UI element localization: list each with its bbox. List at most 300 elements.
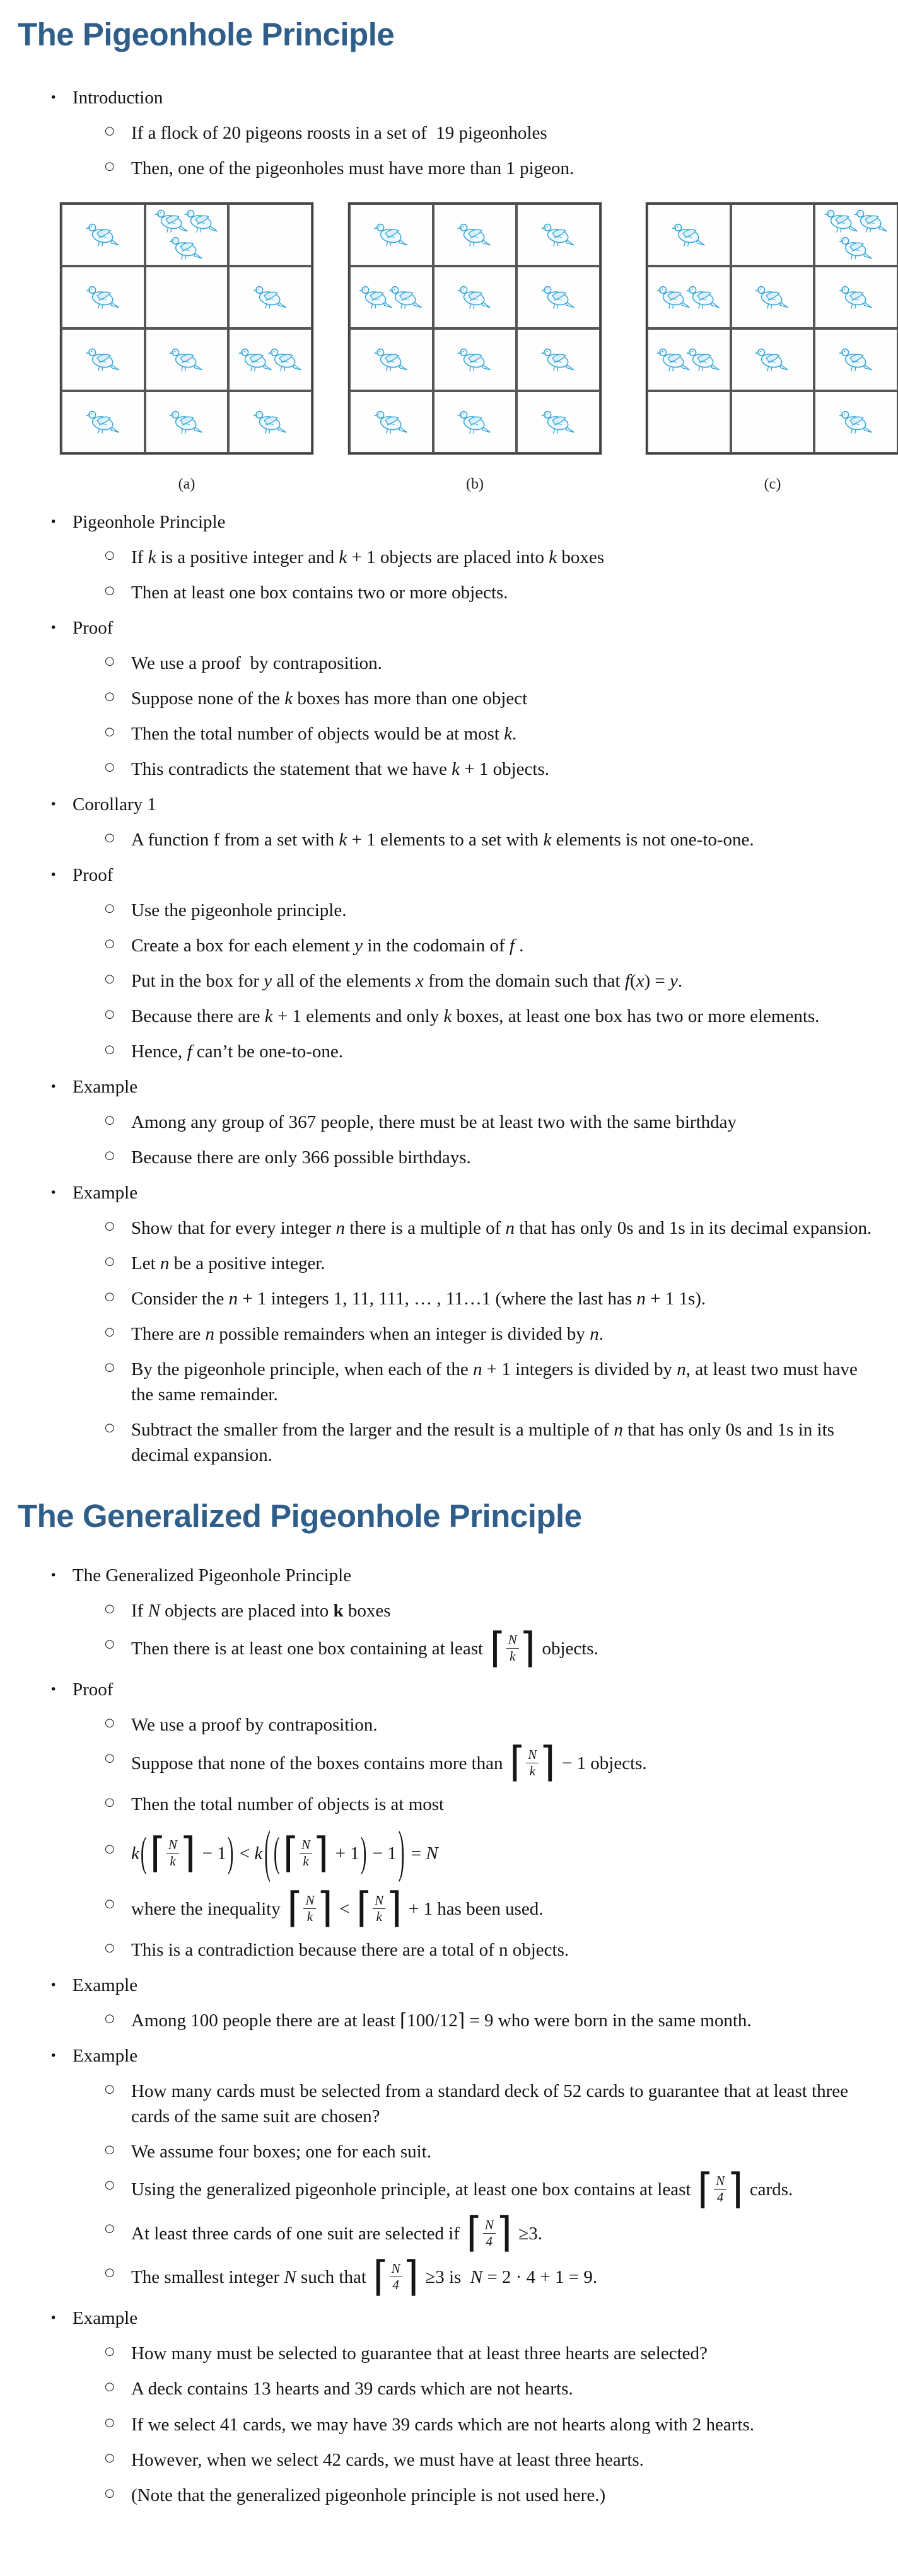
grid-cell [349,266,433,328]
bullet-item-level1 [50,85,887,110]
bullet-item-level2 [105,1004,887,1029]
pigeon-icon [854,207,889,235]
math-var: k [339,547,347,567]
bullet-label: Proof [73,1680,114,1700]
math-var: k [339,829,347,850]
pigeon-icon [169,346,204,373]
bullet-text: Then the total number of objects is at most [131,1794,445,1814]
bullet-label: Proof [73,617,114,638]
bullet-circle-icon: ○ [105,2011,115,2025]
bullet-circle-icon: ○ [105,1290,115,1304]
bullet-dot-icon: • [50,2311,57,2326]
math-var: n [614,1420,623,1441]
bullet-item-level2 [105,1738,887,1787]
bullet-item-level2 [105,2252,887,2300]
bullet-text: A function f from a set with k + 1 elements to a set with k elements is not one-to-one. [131,829,754,850]
bullet-circle-icon: ○ [105,2082,115,2096]
bullet-dot-icon: • [50,620,57,635]
bullet-circle-icon: ○ [105,1148,115,1162]
pigeon-icon [541,221,576,248]
bullet-text: Because there are k + 1 elements and only k boxes, at least one box has two or more elements. [131,1006,820,1026]
bullet-text: Subtract the smaller from the larger and the result is a multiple of n that has only 0s and 1s in its decimal expansion. [131,1420,834,1466]
bullet-dot-icon: • [50,2048,57,2063]
pigeon-icon [457,284,492,311]
math-var: y [264,970,272,991]
grid-cell [228,328,312,391]
pigeon-icon [86,221,120,248]
fraction-stack [506,1633,519,1663]
grid-cell [647,204,731,266]
math-var: N [426,1843,438,1864]
bullet-dot-icon: • [50,1683,57,1697]
grid-cell [433,391,517,453]
grid-cell [145,391,229,453]
fraction-denominator: k [529,1763,535,1778]
bullet-item-level2 [105,2164,887,2213]
ceiling-fraction [466,2208,513,2257]
bullet-item-level2 [105,2208,887,2257]
math-var: x [636,970,644,991]
pigeon-icon [686,346,721,373]
bullet-item-level1 [50,862,887,888]
math-var: N [284,2267,296,2288]
fraction-stack [390,2262,402,2292]
bullet-text: However, when we select 42 cards, we must have at least three hearts. [131,2449,644,2470]
ceiling-right-bracket: ⌉ [317,1884,333,1932]
bullet-circle-icon: ○ [105,2222,115,2236]
bullet-item-level2 [105,1110,887,1135]
grid-cell [349,391,433,453]
pigeon-icon [755,346,790,373]
grid-cell [61,391,145,453]
math-var: x [416,970,424,991]
fraction-stack [300,1838,312,1868]
bullet-text: This is a contradiction because there are a total of n objects. [131,1939,569,1960]
math-var: n [228,1289,238,1309]
bullet-circle-icon: ○ [105,1042,115,1056]
pigeon-icon [253,284,288,311]
pigeon-icon [541,409,576,436]
bullet-item-level2 [105,2008,887,2033]
ceiling-fraction [283,1828,329,1877]
pigeon-grid-b [348,202,602,455]
ceiling-right-bracket: ⌉ [727,2164,743,2213]
bullet-text: Among any group of 367 people, there must be at least two with the same birthday [131,1111,737,1132]
bullet-text: Suppose that none of the boxes contains more than ⌈ $\frac{N}{k}$ ⌉ − 1 objects. [131,1738,647,1787]
bullet-label: The Generalized Pigeonhole Principle [73,1565,352,1586]
figure-caption-c: (c) [764,475,781,492]
ceiling-left-bracket: ⌈ [466,2208,482,2257]
bullet-item-level2 [105,120,887,146]
ceiling-right-bracket: ⌉ [539,1738,556,1787]
pigeon-grid-c [646,202,898,455]
figure-caption-a: (a) [178,475,195,492]
bullet-circle-icon: ○ [105,972,115,985]
grid-cell [228,204,312,266]
bullet-item-level2 [105,721,887,746]
fraction-denominator: 4 [486,2233,493,2249]
bullet-circle-icon: ○ [105,2415,115,2429]
pigeon-icon [86,409,120,436]
pigeon-icon [374,346,409,373]
pigeon-icon [184,207,219,235]
ceiling-fraction [149,1828,196,1877]
bullet-circle-icon: ○ [105,1897,115,1911]
grid-cell [647,266,731,328]
bullet-item-level2 [105,1884,887,1932]
bullet-text: Consider the n + 1 integers 1, 11, 111, … , 11…1 (where the last has n + 1 1s). [131,1289,706,1309]
bullet-item-level2 [105,1598,887,1623]
bullet-item-level1 [50,792,887,817]
fraction-stack [526,1748,539,1778]
bullet-circle-icon: ○ [105,1255,115,1268]
bullet-circle-icon: ○ [105,936,115,950]
math-var: k [148,547,156,567]
math-var: k [254,1843,263,1864]
bullet-circle-icon: ○ [105,1113,115,1127]
fraction-stack [483,2219,496,2248]
bullet-text: Using the generalized pigeonhole principle, at least one box contains at least ⌈ $\frac{N}{4}$ ⌉ cards. [131,2164,793,2213]
fraction-denominator: k [170,1854,176,1869]
bullet-text: Put in the box for y all of the elements x from the domain such that f(x) = y. [131,970,683,991]
bullet-label: Example [73,2045,138,2066]
math-var: k [504,723,513,744]
bullet-item-level2 [105,545,887,570]
grid-cell [433,266,517,328]
bullet-circle-icon: ○ [105,689,115,703]
bullet-label: Introduction [73,87,163,108]
grid-cell [228,391,312,453]
math-var: f [187,1041,192,1062]
fraction-denominator: k [306,1908,313,1924]
ceiling-fraction [509,1738,556,1787]
bullet-item-level1 [50,2306,887,2331]
big-paren: ( [264,1821,271,1884]
bullet-item-level2 [105,580,887,605]
bullet-item-level2 [105,1321,887,1347]
grid-cell [516,328,600,391]
math-var: n [636,1289,646,1309]
ceiling-right-bracket: ⌉ [496,2208,513,2257]
bullet-circle-icon: ○ [105,654,115,668]
fraction-numerator: N [373,1894,385,1909]
bullet-item-level2 [105,1937,887,1963]
grid-cell [731,204,815,266]
pigeon-icon [374,221,409,248]
ceiling-fraction [697,2164,743,2213]
fraction-numerator: N [483,2219,496,2234]
bullet-item-level1 [50,1563,887,1588]
bullet-item-level2 [105,651,887,676]
grid-cell [61,266,145,328]
bullet-item-level2 [105,1623,887,1672]
fraction-numerator: N [506,1633,519,1649]
grid-cell [516,391,600,453]
bullet-circle-icon: ○ [105,830,115,844]
pigeon-icon [541,346,576,373]
bullet-dot-icon: • [50,90,57,105]
fraction-denominator: k [303,1854,309,1869]
bullet-circle-icon: ○ [105,548,115,562]
bullet-circle-icon: ○ [105,2486,115,2500]
fraction-numerator: N [300,1838,312,1854]
bullet-text: How many cards must be selected from a standard deck of 52 cards to guarantee that at least three cards of the same suit are chosen? [131,2080,849,2126]
grid-cell [349,204,433,266]
grid-cell [228,266,312,328]
section-title: The Generalized Pigeonhole Principle [18,1498,582,1535]
ceiling-left-bracket: ⌈ [283,1828,299,1877]
bullet-text: k( ⌈ $\frac{N}{k}$ ⌉ − 1) < k ( ( ⌈ $\frac{N}{k}$ ⌉ + 1) − 1 ) = N [131,1843,438,1864]
grid-cell [145,328,229,391]
grid-cell [433,328,517,391]
math-var: n [160,1253,170,1274]
fraction-denominator: k [510,1649,516,1664]
grid-cell [731,391,815,453]
bullet-text: A deck contains 13 hearts and 39 cards which are not hearts. [131,2379,573,2399]
ceiling-right-bracket: ⌉ [519,1623,536,1672]
bullet-text: Create a box for each element y in the codomain of f . [131,935,524,956]
grid-cell [61,328,145,391]
pigeon-icon [388,284,423,311]
bullet-circle-icon: ○ [105,1219,115,1233]
bullet-item-level2 [105,2341,887,2366]
bullet-item-level1 [50,1074,887,1099]
bullet-item-level2 [105,2412,887,2437]
math-var: N [148,1600,160,1621]
bullet-text: The smallest integer N such that ⌈ $\frac{N}{4}$ ⌉ ≥3 is N = 2 · 4 + 1 = 9. [131,2252,598,2300]
grid-cell [145,204,229,266]
bullet-item-level1 [50,1180,887,1205]
bullet-item-level2 [105,968,887,994]
grid-cell [433,204,517,266]
bullet-item-level1 [50,615,887,641]
math-var: f [624,970,630,991]
grid-cell [145,266,229,328]
math-var: k [443,1006,452,1026]
bullet-label: Example [73,1975,138,1995]
bullet-circle-icon: ○ [105,1716,115,1730]
math-var: k [264,1006,273,1026]
bullet-circle-icon: ○ [105,2451,115,2464]
bullet-label: Pigeonhole Principle [73,511,226,532]
math-var: k [284,688,293,709]
ceiling-left-bracket: ⌈ [697,2164,714,2213]
bullet-item-level2 [105,686,887,711]
bullet-label: Example [73,2308,138,2329]
math-var: n [205,1324,215,1345]
bullet-text: Among 100 people there are at least ⌈100/12⌉ = 9 who were born in the same month. [131,2010,752,2031]
bullet-dot-icon: • [50,867,57,882]
math-var: k [549,547,557,567]
ceiling-fraction [356,1884,402,1932]
bullet-circle-icon: ○ [105,901,115,915]
pigeon-icon [457,346,492,373]
bullet-item-level2 [105,1251,887,1276]
pigeon-icon [839,346,873,373]
bullet-item-level1 [50,1677,887,1702]
grid-cell [731,328,815,391]
math-var: N [470,2267,483,2288]
bullet-text: If a flock of 20 pigeons roosts in a set of 19 pigeonholes [131,122,547,143]
bullet-circle-icon: ○ [105,1361,115,1374]
bullet-item-level2 [105,156,887,181]
bullet-text: Because there are only 366 possible birthdays. [131,1147,471,1168]
bullet-circle-icon: ○ [105,2380,115,2394]
grid-cell [814,266,898,328]
bullet-item-level2 [105,1357,887,1407]
bullet-text: We assume four boxes; one for each suit. [131,2141,432,2162]
bullet-text: This contradicts the statement that we have k + 1 objects. [131,758,550,779]
bullet-circle-icon: ○ [105,2265,115,2279]
ceiling-left-bracket: ⌈ [149,1828,166,1877]
fraction-denominator: 4 [716,2190,724,2205]
bullet-text: Then, one of the pigeonholes must have more than 1 pigeon. [131,158,574,178]
ceiling-fraction [287,1884,333,1932]
grid-cell [731,266,815,328]
bullet-item-level1 [50,509,887,535]
fraction-numerator: N [166,1838,179,1854]
document-content [16,16,887,2508]
bullet-text: Then there is at least one box containing at least ⌈ $\frac{N}{k}$ ⌉ objects. [131,1623,598,1672]
bullet-circle-icon: ○ [105,1941,115,1954]
ceiling-fraction [489,1623,536,1672]
bullet-circle-icon: ○ [105,724,115,738]
bullet-label: Example [73,1182,138,1203]
math-var: n [335,1218,346,1238]
grid-cell [814,391,898,453]
bullet-label: Corollary 1 [73,794,156,815]
bullet-item-level2 [105,757,887,782]
bullet-circle-icon: ○ [105,2178,115,2191]
grid-cell [516,204,600,266]
bullet-item-level2 [105,898,887,923]
bullet-circle-icon: ○ [105,2345,115,2358]
fraction-numerator: N [526,1748,539,1763]
bullet-item-level2 [105,1039,887,1064]
bullet-circle-icon: ○ [105,124,115,137]
bullet-label: Proof [73,864,114,885]
bullet-dot-icon: • [50,514,57,529]
grid-cell [349,328,433,391]
bullet-item-level2 [105,1821,887,1884]
pigeon-icon [686,284,721,311]
math-var: n [505,1218,515,1238]
bullet-text: (Note that the generalized pigeonhole principle is not used here.) [131,2485,606,2505]
pigeon-grid-a [60,202,313,455]
bullet-item-level2 [105,1145,887,1170]
figure-caption-b: (b) [466,475,484,492]
bullet-circle-icon: ○ [105,583,115,597]
bullet-dot-icon: • [50,1185,57,1200]
big-paren: ) [227,1830,234,1876]
bullet-item-level2 [105,2483,887,2508]
big-paren: ( [140,1830,147,1876]
bullet-circle-icon: ○ [105,1601,115,1615]
bullet-item-level2 [105,2447,887,2473]
grid-cell [647,391,731,453]
bullet-item-level2 [105,1215,887,1241]
math-var: y [354,935,363,956]
pigeon-icon [86,346,120,373]
big-paren: ( [273,1830,280,1876]
bullet-circle-icon: ○ [105,2142,115,2156]
bullet-label: Example [73,1076,138,1097]
bullet-text: If we select 41 cards, we may have 39 cards which are not hearts along with 2 hearts. [131,2414,755,2435]
ceiling-left-bracket: ⌈ [373,2252,389,2300]
math-var: n [677,1359,686,1380]
bullet-text: We use a proof by contraposition. [131,653,382,673]
pigeon-icon [672,221,706,248]
figure-grid-column-c [646,202,898,493]
ceiling-left-bracket: ⌈ [489,1623,506,1672]
grid-cell [814,328,898,391]
math-var: n [472,1359,482,1380]
pigeon-icon [169,409,204,436]
bullet-dot-icon: • [50,1978,57,1992]
bullet-item-level2 [105,933,887,958]
math-var: k [543,829,552,850]
bullet-item-level2 [105,2376,887,2401]
bullet-item-level2 [105,2139,887,2164]
ceiling-right-bracket: ⌉ [179,1828,196,1877]
math-var: k [452,758,460,779]
bullet-text: Suppose none of the k boxes has more than one object [131,688,528,709]
grid-cell [647,328,731,391]
figure-grid-column-a [60,202,313,493]
bullet-text: Hence, f can’t be one-to-one. [131,1041,344,1062]
bullet-text: At least three cards of one suit are selected if ⌈ $\frac{N}{4}$ ⌉ ≥3. [131,2208,543,2257]
pigeon-icon [86,284,120,311]
fraction-numerator: N [303,1894,316,1909]
bullet-circle-icon: ○ [105,1795,115,1809]
ceiling-right-bracket: ⌉ [402,2252,419,2300]
bullet-item-level2 [105,1712,887,1738]
fraction-stack [714,2174,726,2204]
bullet-circle-icon: ○ [105,159,115,173]
math-bold: k [333,1600,344,1621]
pigeon-icon [374,409,409,436]
ceiling-left-bracket: ⌈ [356,1884,373,1932]
ceiling-right-bracket: ⌉ [312,1828,329,1877]
bullet-circle-icon: ○ [105,1325,115,1339]
fraction-denominator: k [376,1908,382,1924]
bullet-dot-icon: • [50,797,57,811]
math-var: k [131,1843,139,1864]
pigeon-icon [839,409,873,436]
ceiling-right-bracket: ⌉ [386,1884,402,1932]
bullet-item-level2 [105,1792,887,1817]
bullet-item-level2 [105,1286,887,1311]
bullet-text: Then at least one box contains two or more objects. [131,582,508,603]
math-var: n [590,1324,599,1345]
big-paren: ) [398,1821,405,1884]
pigeon-icon [457,409,492,436]
grid-cell [61,204,145,266]
grid-cell [814,204,898,266]
fraction-numerator: N [714,2174,726,2190]
bullet-text: If N objects are placed into k boxes [131,1600,391,1621]
pigeon-icon [839,235,873,262]
pigeon-icon [268,346,303,373]
bullet-text: Let n be a positive integer. [131,1253,325,1274]
section-title: The Pigeonhole Principle [18,16,395,52]
big-paren: ) [360,1830,367,1876]
bullet-item-level2 [105,827,887,852]
bullet-text: If k is a positive integer and k + 1 objects are placed into k boxes [131,547,604,567]
bullet-text: How many must be selected to guarantee that at least three hearts are selected? [131,2343,708,2364]
grid-cell [516,266,600,328]
fraction-stack [166,1838,179,1868]
